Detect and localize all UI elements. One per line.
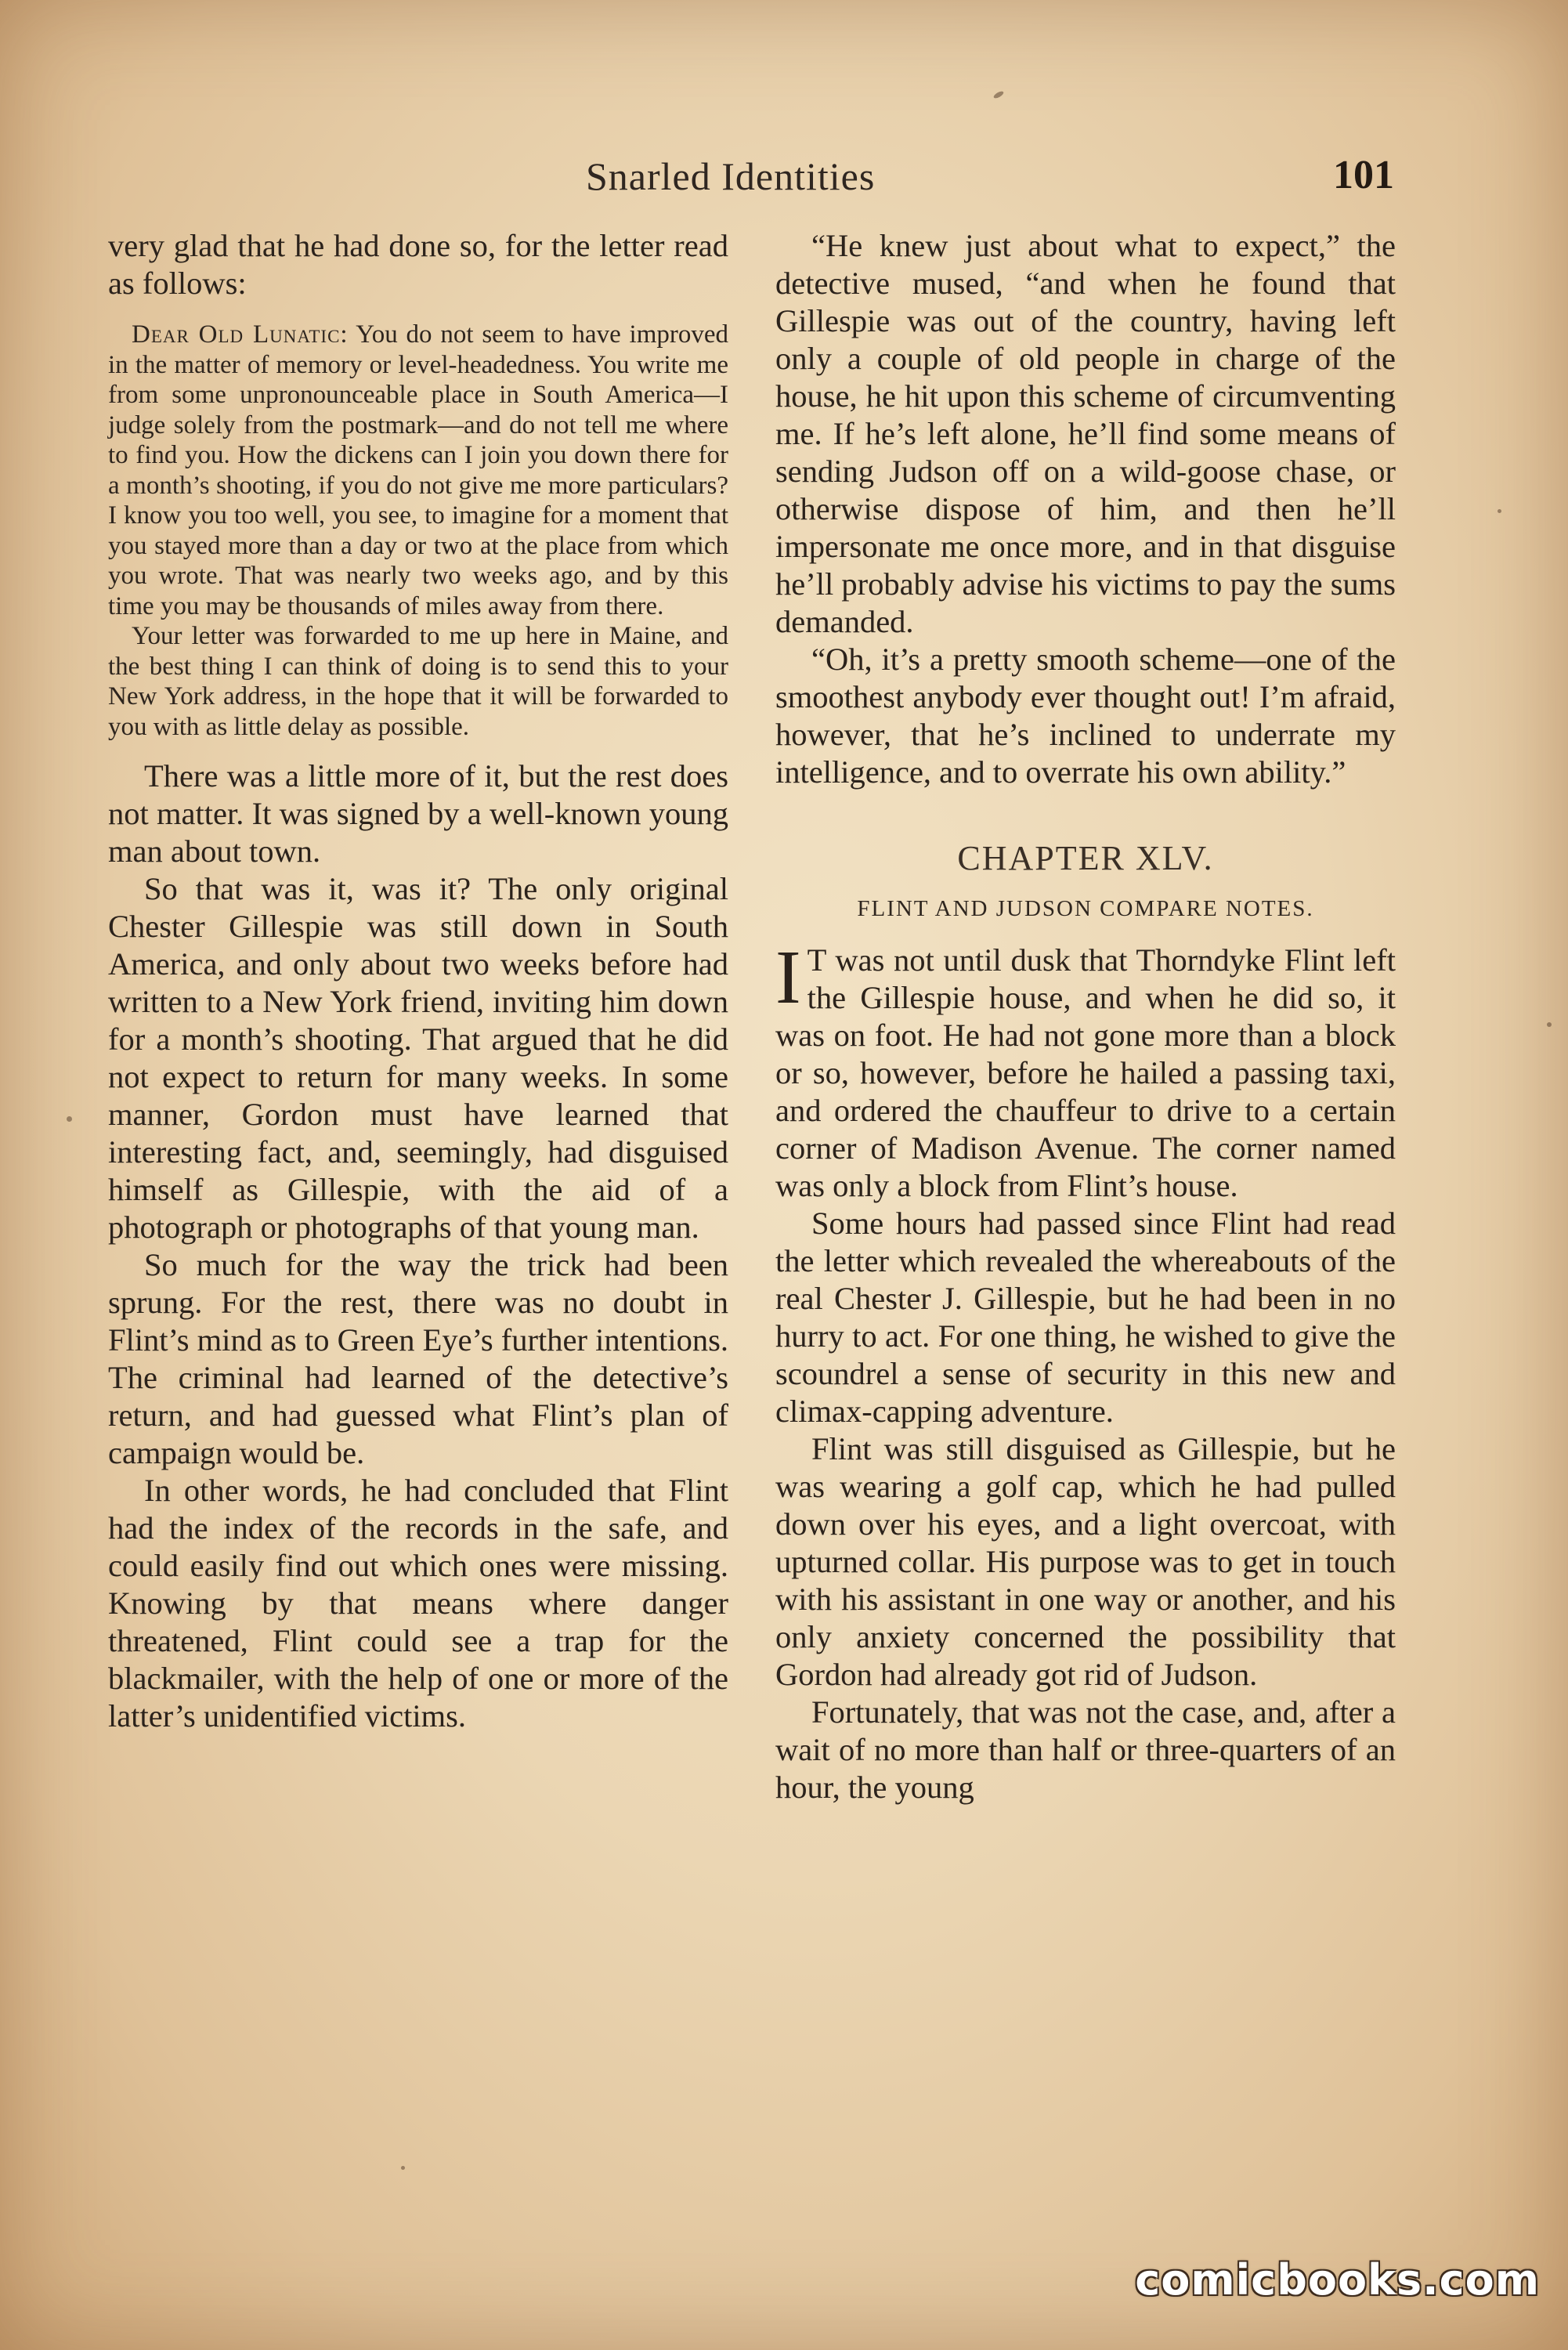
letter-salutation: Dear Old Lunatic: [132,320,349,349]
letter-paragraph [108,320,728,621]
paragraph: There was a little more of it, but the rest does not matter. It was signed by a well-known young man about town. [108,758,728,869]
paragraph: In other words, he had concluded that Flint had the index of the records in the safe, and could easily find out which ones were missing. Knowing by that means where danger threatened, Flint could see a trap for the blackmailer, with the help of one or more of the latter’s unidentified victims. [108,1473,728,1734]
chapter-title: CHAPTER XLV. [957,839,1214,877]
left-column [108,227,728,1735]
paragraph: “He knew just about what to expect,” the detective mused, “and when he found that Gillespie was out of the country, having left only a couple of old people in charge of the house, he hit upon this scheme of circumventing me. If he’s left alone, he’ll find some means of sending Judson off on a wild-goose chase, or otherwise dispose of him, and then he’ll impersonate me once more, and in that disguise he’ll probably advise his victims to pay the sums demanded. [775,228,1396,639]
page-number: 101 [1333,153,1394,197]
paragraph: “Oh, it’s a pretty smooth scheme—one of the smoothest anybody ever thought out! I’m afraid, however, that he’s inclined to underrate my intelligence, and to overrate his own ability.” [775,642,1396,790]
paragraph: Fortunately, that was not the case, and, after a wait of no more than half or three-quarters of an hour, the young [775,1694,1396,1805]
right-column [775,227,1396,1806]
ink-speck [67,1116,72,1122]
drop-cap: I [775,935,801,1020]
running-title: Snarled Identities [586,154,876,198]
source-watermark: comicbooks.com [1135,2255,1540,2305]
quoted-letter [108,320,728,742]
paragraph: very glad that he had done so, for the letter read as follows: [108,228,728,301]
paragraph: Some hours had passed since Flint had read the letter which revealed the whereabouts of the real Chester J. Gillespie, but he had been in no hurry to act. For one thing, he wished to give the scoundrel a sense of security in this new and climax-capping adventure. [775,1206,1396,1429]
ink-speck [1498,509,1501,513]
letter-body: You do not seem to have improved in the matter of memory or level-headedness. You write me from some unpronounceable place in South America—I judge solely from the postmark—and do not tell me where to find you. How the dickens can I join you down there for a month’s shooting, if you do not give me more particulars? I know you too well, you see, to imagine for a moment that you stayed more than a day or two at the place from which you wrote. That was nearly two weeks ago, and by this time you may be thousands of miles away from there. [108,320,729,620]
letter-paragraph: Your letter was forwarded to me up here in Maine, and the best thing I can think of doing is to send this to your New York address, in the hope that it will be forwarded to you with as little delay as possible. [108,622,728,741]
chapter-opening-paragraph [775,935,1396,1205]
chapter-subtitle: FLINT AND JUDSON COMPARE NOTES. [857,896,1314,921]
paragraph: So that was it, was it? The only original Chester Gillespie was still down in South America, and only about two weeks before had written to a New York friend, inviting him down for a month’s shooting. That argued that he did not expect to return for many weeks. In some manner, Gordon must have learned that interesting fact, and, seemingly, had disguised himself as Gillespie, with the aid of a photograph or photographs of that young man. [108,871,728,1245]
ink-speck [401,2166,405,2170]
ink-speck [992,90,1004,99]
paragraph: Flint was still disguised as Gillespie, but he was wearing a golf cap, which he had pulled down over his eyes, and a light overcoat, with upturned collar. His purpose was to get in touch with his assistant in one way or another, and his only anxiety concerned the possibility that Gordon had already got rid of Judson. [775,1431,1396,1692]
ink-speck [1547,1022,1552,1027]
paragraph-text: T was not until dusk that Thorndyke Flint left the Gillespie house, and when he did so, it was on foot. He had not gone more than a block or so, however, before he hailed a passing taxi, and ordered the chauffeur to drive to a certain corner of Madison Avenue. The corner named was only a block from Flint’s house. [775,942,1396,1203]
paragraph: So much for the way the trick had been sprung. For the rest, there was no doubt in Flint’s mind as to Green Eye’s further intentions. The criminal had learned of the detective’s return, and had guessed what Flint’s plan of campaign would be. [108,1247,728,1470]
page-header [0,154,1568,208]
